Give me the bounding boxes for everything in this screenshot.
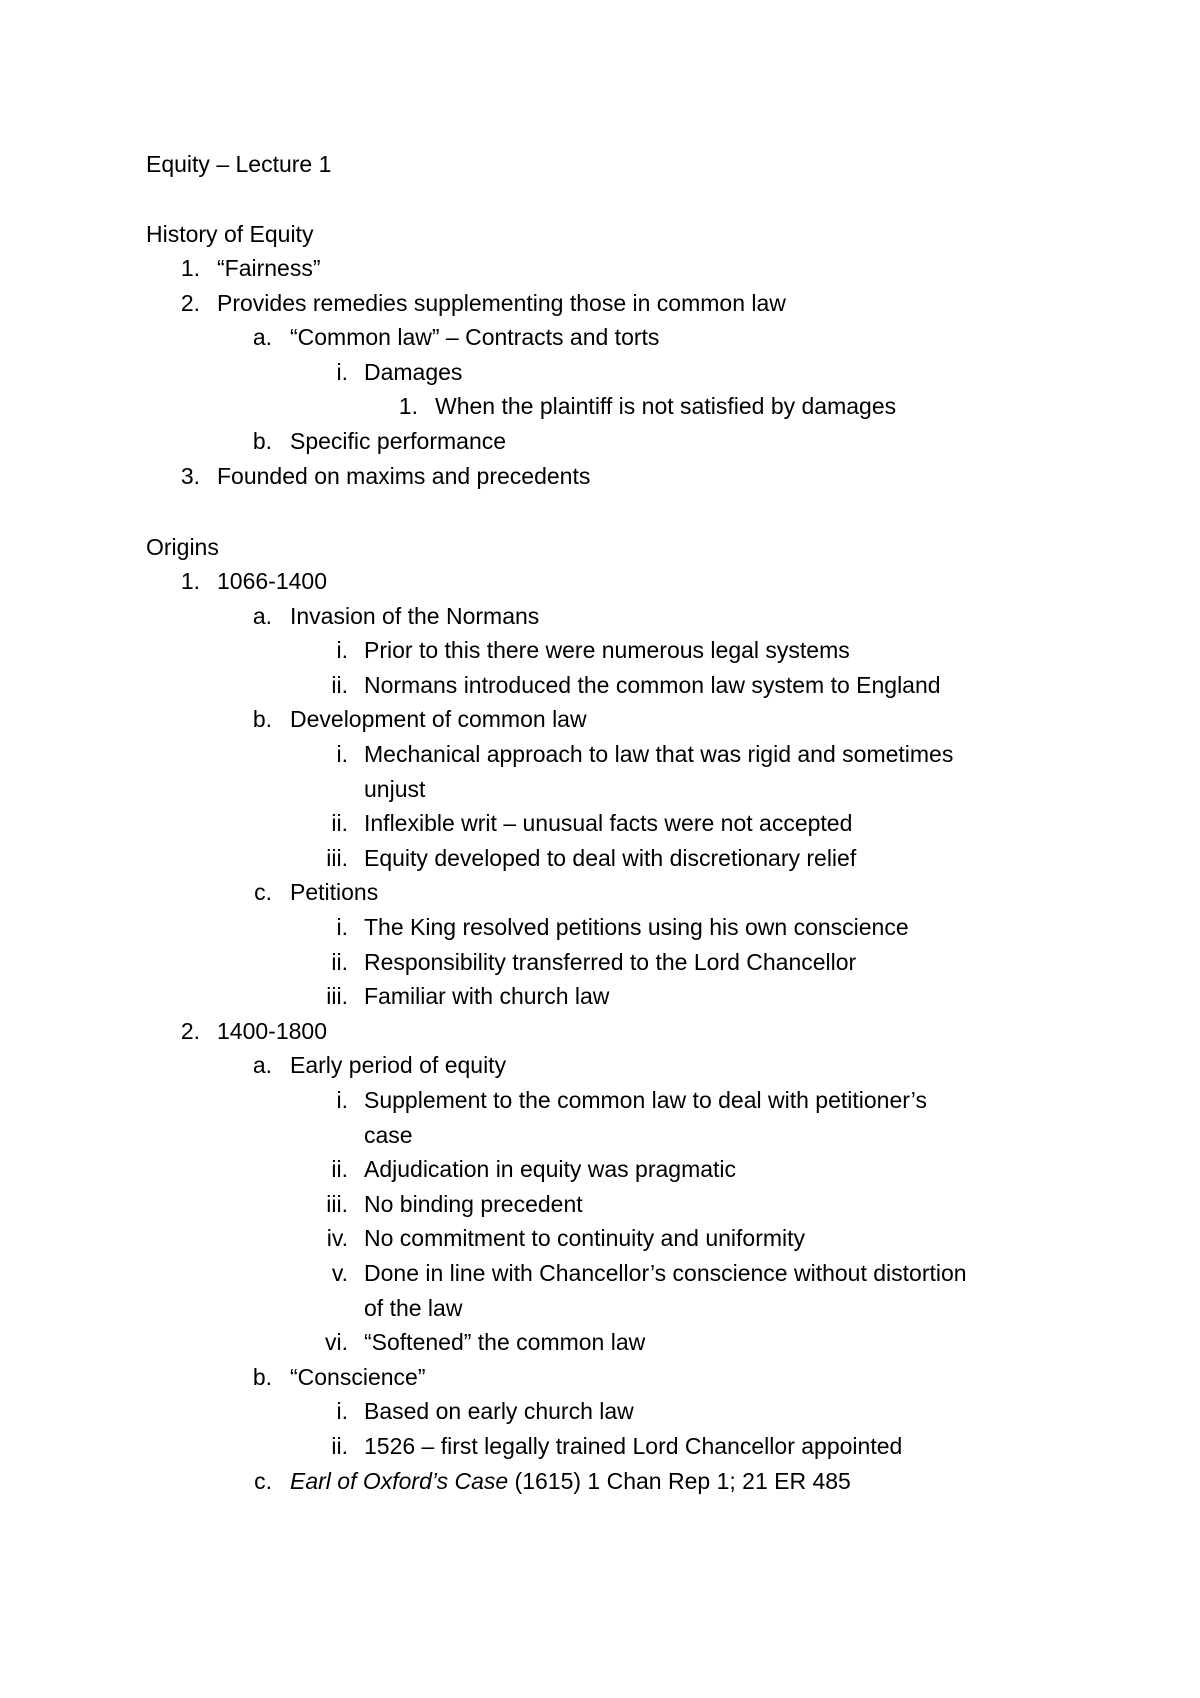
- list-marker: i.: [336, 358, 348, 385]
- list-item-text: Development of common law: [290, 706, 587, 733]
- list-item-text: When the plaintiff is not satisfied by damages: [435, 393, 897, 420]
- list-marker: iii.: [326, 844, 348, 871]
- document-title: Equity – Lecture 1: [146, 151, 332, 177]
- list-marker: a.: [252, 602, 272, 629]
- list-marker: vi.: [325, 1329, 348, 1356]
- list-item-text: Normans introduced the common law system to England: [364, 671, 941, 698]
- case-name: Earl of Oxford’s Case: [290, 1467, 509, 1494]
- list-item-text: No commitment to continuity and uniformity: [364, 1225, 806, 1252]
- list-item-text: of the law: [364, 1294, 463, 1321]
- list-marker: a.: [252, 1052, 272, 1079]
- list-item-text: Done in line with Chancellor’s conscience without distortion: [364, 1260, 967, 1286]
- list-marker: c.: [254, 1467, 272, 1494]
- list-item-text: Provides remedies supplementing those in common law: [217, 289, 786, 316]
- list-item-text: 1526 – first legally trained Lord Chancellor appointed: [364, 1433, 903, 1459]
- list-item-text: case: [364, 1121, 413, 1148]
- list-item-text: Adjudication in equity was pragmatic: [364, 1156, 737, 1183]
- list-marker: ii.: [331, 810, 348, 837]
- list-marker: ii.: [331, 1156, 348, 1183]
- list-item-text: No binding precedent: [364, 1190, 583, 1217]
- list-marker: b.: [252, 428, 272, 454]
- list-item-text: 1066-1400: [217, 568, 327, 594]
- list-marker: ii.: [331, 1433, 348, 1459]
- list-item-text: “Fairness”: [217, 255, 321, 281]
- list-marker: iv.: [326, 1225, 348, 1252]
- list-item-text: Petitions: [290, 879, 379, 906]
- list-marker: c.: [254, 879, 272, 906]
- list-marker: 3.: [180, 462, 200, 489]
- list-marker: i.: [336, 637, 348, 664]
- list-item-text: The King resolved petitions using his own conscience: [364, 914, 909, 940]
- list-marker: i.: [336, 914, 348, 940]
- list-marker: 1.: [398, 393, 418, 420]
- list-item-text: Based on early church law: [364, 1398, 634, 1425]
- list-item-text: Familiar with church law: [364, 983, 610, 1010]
- list-marker: ii.: [331, 948, 348, 975]
- list-marker: 1.: [180, 255, 200, 281]
- list-marker: b.: [252, 706, 272, 733]
- list-item-text: [290, 1464, 851, 1498]
- list-item-text: Equity developed to deal with discretionary relief: [364, 844, 857, 871]
- list-marker: i.: [336, 1398, 348, 1425]
- list-marker: b.: [252, 1363, 272, 1390]
- list-marker: 1.: [180, 568, 200, 594]
- list-item-text: Mechanical approach to law that was rigid and sometimes: [364, 741, 954, 767]
- list-item-text: Early period of equity: [290, 1052, 507, 1079]
- list-item-text: Supplement to the common law to deal with petitioner’s: [364, 1087, 927, 1113]
- list-item-text: “Conscience”: [290, 1363, 426, 1390]
- list-item-text: Invasion of the Normans: [290, 602, 540, 629]
- list-marker: 2.: [180, 289, 200, 316]
- citation: (1615) 1 Chan Rep 1; 21 ER 485: [508, 1467, 851, 1494]
- list-marker: i.: [336, 1087, 348, 1113]
- list-item-text: Damages: [364, 358, 463, 385]
- list-marker: 2.: [180, 1017, 200, 1044]
- list-item-text: unjust: [364, 775, 426, 802]
- list-item-text: “Softened” the common law: [364, 1329, 646, 1356]
- list-item-text: Inflexible writ – unusual facts were not accepted: [364, 810, 853, 837]
- list-marker: i.: [336, 741, 348, 767]
- list-item-text: Prior to this there were numerous legal systems: [364, 637, 850, 664]
- list-item-text: Specific performance: [290, 428, 507, 454]
- list-item-text: Founded on maxims and precedents: [217, 462, 591, 489]
- list-marker: iii.: [326, 1190, 348, 1217]
- list-item-text: Responsibility transferred to the Lord Chancellor: [364, 948, 857, 975]
- section-heading: History of Equity: [146, 221, 314, 247]
- list-item-text: 1400-1800: [217, 1017, 327, 1044]
- list-marker: v.: [331, 1260, 348, 1286]
- list-marker: a.: [252, 324, 272, 351]
- list-marker: iii.: [326, 983, 348, 1010]
- section-heading: Origins: [146, 534, 219, 560]
- list-marker: ii.: [331, 671, 348, 698]
- list-item-text: “Common law” – Contracts and torts: [290, 324, 660, 351]
